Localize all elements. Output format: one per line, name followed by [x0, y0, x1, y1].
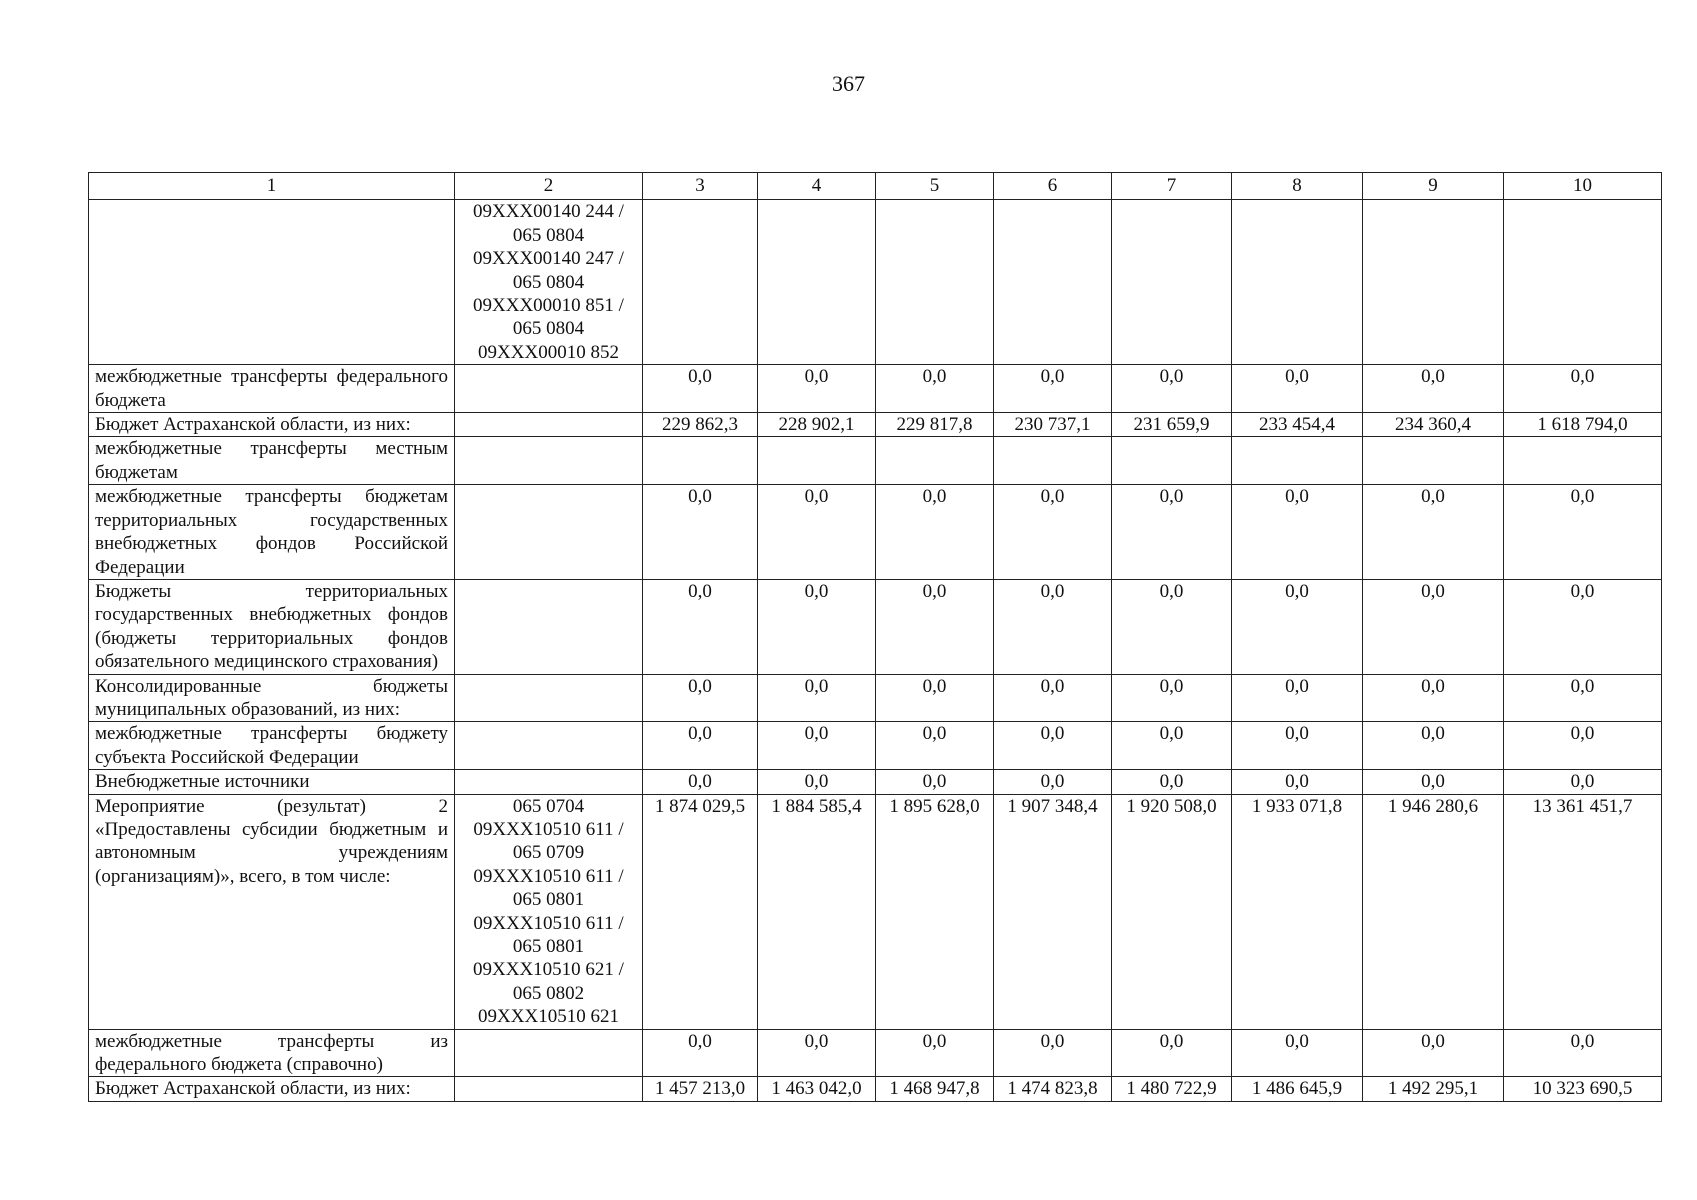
- value-cell-col-6: 1 474 823,8: [994, 1077, 1112, 1101]
- column-header: 1: [89, 173, 455, 200]
- column-header: 8: [1232, 173, 1363, 200]
- budget-code-cell: [455, 1029, 643, 1077]
- value-cell-col-3: 0,0: [643, 485, 758, 580]
- value-cell-col-7: 0,0: [1112, 579, 1232, 674]
- value-cell-col-10: 0,0: [1504, 365, 1662, 413]
- budget-code-line: 065 0804: [512, 271, 585, 293]
- row-name-cell: Консолидированные бюджеты муниципальных образований, из них:: [89, 674, 455, 722]
- value-cell-col-9: 0,0: [1363, 674, 1504, 722]
- column-header: 10: [1504, 173, 1662, 200]
- value-cell-col-9: 0,0: [1363, 579, 1504, 674]
- budget-code-line: 09ХХХ10510 611 /: [473, 912, 624, 934]
- column-header: 9: [1363, 173, 1504, 200]
- value-cell-col-6: [994, 437, 1112, 485]
- budget-code-cell: [455, 200, 643, 365]
- value-cell-col-5: 1 468 947,8: [876, 1077, 994, 1101]
- value-cell-col-9: 0,0: [1363, 1029, 1504, 1077]
- budget-code-line: 09ХХХ10510 611 /: [473, 865, 624, 887]
- row-name-cell: межбюджетные трансферты из федерального бюджета (справочно): [89, 1029, 455, 1077]
- value-cell-col-6: 0,0: [994, 485, 1112, 580]
- table-row: [89, 1077, 1662, 1101]
- row-name-cell: Внебюджетные источники: [89, 770, 455, 794]
- budget-code-cell: [455, 1077, 643, 1101]
- value-cell-col-8: 233 454,4: [1232, 413, 1363, 437]
- budget-code-cell: [455, 365, 643, 413]
- value-cell-col-8: 0,0: [1232, 770, 1363, 794]
- value-cell-col-4: 1 884 585,4: [758, 794, 876, 1029]
- value-cell-col-10: 0,0: [1504, 1029, 1662, 1077]
- value-cell-col-10: 13 361 451,7: [1504, 794, 1662, 1029]
- value-cell-col-5: 0,0: [876, 579, 994, 674]
- value-cell-col-9: 0,0: [1363, 770, 1504, 794]
- value-cell-col-4: 1 463 042,0: [758, 1077, 876, 1101]
- column-number-row: [89, 173, 1662, 200]
- value-cell-col-4: 0,0: [758, 485, 876, 580]
- row-name-cell: межбюджетные трансферты бюджету субъекта Российской Федерации: [89, 722, 455, 770]
- value-cell-col-4: 0,0: [758, 365, 876, 413]
- budget-code-cell: [455, 674, 643, 722]
- column-header: 3: [643, 173, 758, 200]
- value-cell-col-8: 0,0: [1232, 1029, 1363, 1077]
- table-row: [89, 770, 1662, 794]
- budget-code-cell: [455, 722, 643, 770]
- value-cell-col-6: 230 737,1: [994, 413, 1112, 437]
- value-cell-col-3: 0,0: [643, 365, 758, 413]
- budget-code-line: 09ХХХ00140 247 /: [473, 248, 624, 270]
- value-cell-col-7: 0,0: [1112, 770, 1232, 794]
- table-row: [89, 485, 1662, 580]
- budget-code-line: 09ХХХ00010 851 /: [473, 295, 624, 317]
- value-cell-col-4: 0,0: [758, 770, 876, 794]
- value-cell-col-4: 0,0: [758, 722, 876, 770]
- value-cell-col-5: [876, 437, 994, 485]
- value-cell-col-5: 0,0: [876, 674, 994, 722]
- table-row: [89, 722, 1662, 770]
- budget-code-line: 09ХХХ10510 621: [478, 1006, 619, 1028]
- value-cell-col-8: 0,0: [1232, 674, 1363, 722]
- value-cell-col-3: 0,0: [643, 722, 758, 770]
- value-cell-col-3: 0,0: [643, 579, 758, 674]
- value-cell-col-6: 0,0: [994, 770, 1112, 794]
- value-cell-col-7: [1112, 200, 1232, 365]
- value-cell-col-4: [758, 437, 876, 485]
- budget-table: [88, 172, 1662, 1102]
- value-cell-col-7: 0,0: [1112, 485, 1232, 580]
- value-cell-col-9: 0,0: [1363, 722, 1504, 770]
- value-cell-col-7: [1112, 437, 1232, 485]
- value-cell-col-4: [758, 200, 876, 365]
- table-row: [89, 579, 1662, 674]
- budget-code-line: 09ХХХ00010 852: [478, 341, 619, 363]
- value-cell-col-8: 0,0: [1232, 579, 1363, 674]
- budget-code-line: 065 0801: [512, 889, 585, 911]
- table-row: [89, 1029, 1662, 1077]
- budget-code-line: 065 0801: [512, 936, 585, 957]
- value-cell-col-8: 1 486 645,9: [1232, 1077, 1363, 1101]
- value-cell-col-8: [1232, 200, 1363, 365]
- page-number: 367: [832, 71, 865, 96]
- budget-code-cell: [455, 437, 643, 485]
- column-header: 2: [455, 173, 643, 200]
- value-cell-col-9: [1363, 200, 1504, 365]
- value-cell-col-7: 0,0: [1112, 674, 1232, 722]
- value-cell-col-3: 1 457 213,0: [643, 1077, 758, 1101]
- row-name-cell: Бюджеты территориальных государственных внебюджетных фондов (бюджеты территориальных фондов обязательного медицинского страхования): [89, 579, 455, 674]
- budget-code-cell: [455, 770, 643, 794]
- value-cell-col-7: 0,0: [1112, 1029, 1232, 1077]
- value-cell-col-8: 1 933 071,8: [1232, 794, 1363, 1029]
- row-name-cell: межбюджетные трансферты федерального бюджета: [89, 365, 455, 413]
- value-cell-col-7: 1 920 508,0: [1112, 794, 1232, 1029]
- value-cell-col-9: 0,0: [1363, 365, 1504, 413]
- budget-code-cell: [455, 794, 643, 1029]
- value-cell-col-7: 0,0: [1112, 722, 1232, 770]
- value-cell-col-3: 229 862,3: [643, 413, 758, 437]
- budget-code-line: 09ХХХ10510 611 /: [473, 818, 624, 840]
- row-name-cell: Бюджет Астраханской области, из них:: [89, 413, 455, 437]
- value-cell-col-4: 228 902,1: [758, 413, 876, 437]
- column-header: 4: [758, 173, 876, 200]
- value-cell-col-10: 0,0: [1504, 674, 1662, 722]
- value-cell-col-7: 1 480 722,9: [1112, 1077, 1232, 1101]
- budget-code-cell: [455, 579, 643, 674]
- value-cell-col-5: 0,0: [876, 485, 994, 580]
- value-cell-col-7: 0,0: [1112, 365, 1232, 413]
- value-cell-col-5: 0,0: [876, 770, 994, 794]
- row-name-cell: Бюджет Астраханской области, из них:: [89, 1077, 455, 1101]
- value-cell-col-10: 0,0: [1504, 722, 1662, 770]
- value-cell-col-3: [643, 200, 758, 365]
- column-header: 7: [1112, 173, 1232, 200]
- budget-code-line: 065 0802: [512, 982, 585, 1004]
- value-cell-col-10: [1504, 437, 1662, 485]
- value-cell-col-6: 0,0: [994, 1029, 1112, 1077]
- value-cell-col-10: [1504, 200, 1662, 365]
- value-cell-col-7: 231 659,9: [1112, 413, 1232, 437]
- value-cell-col-6: 0,0: [994, 722, 1112, 770]
- column-header: 5: [876, 173, 994, 200]
- budget-code-line: 065 0804: [512, 224, 585, 246]
- value-cell-col-4: 0,0: [758, 1029, 876, 1077]
- table-row: [89, 200, 1662, 365]
- value-cell-col-10: 0,0: [1504, 579, 1662, 674]
- value-cell-col-4: 0,0: [758, 579, 876, 674]
- value-cell-col-6: [994, 200, 1112, 365]
- value-cell-col-10: 0,0: [1504, 485, 1662, 580]
- value-cell-col-3: 0,0: [643, 674, 758, 722]
- budget-code-cell: [455, 485, 643, 580]
- value-cell-col-8: 0,0: [1232, 365, 1363, 413]
- value-cell-col-5: 0,0: [876, 1029, 994, 1077]
- table-row: [89, 413, 1662, 437]
- value-cell-col-9: 1 946 280,6: [1363, 794, 1504, 1029]
- table-body: [89, 200, 1662, 1101]
- value-cell-col-5: 229 817,8: [876, 413, 994, 437]
- value-cell-col-6: 0,0: [994, 365, 1112, 413]
- value-cell-col-8: 0,0: [1232, 722, 1363, 770]
- value-cell-col-9: [1363, 437, 1504, 485]
- row-name-cell: Мероприятие (результат) 2 «Предоставлены субсидии бюджетным и автономным учреждениям (организациям)», всего, в том числе:: [89, 794, 455, 1029]
- value-cell-col-8: [1232, 437, 1363, 485]
- value-cell-col-9: 234 360,4: [1363, 413, 1504, 437]
- row-name-cell: межбюджетные трансферты бюджетам территориальных государственных внебюджетных фондов Российской Федерации: [89, 485, 455, 580]
- value-cell-col-3: 0,0: [643, 1029, 758, 1077]
- table-row: [89, 365, 1662, 413]
- value-cell-col-8: 0,0: [1232, 485, 1363, 580]
- column-header: 6: [994, 173, 1112, 200]
- value-cell-col-3: 0,0: [643, 770, 758, 794]
- value-cell-col-3: [643, 437, 758, 485]
- value-cell-col-5: 0,0: [876, 365, 994, 413]
- value-cell-col-10: 1 618 794,0: [1504, 413, 1662, 437]
- value-cell-col-6: 0,0: [994, 579, 1112, 674]
- row-name-cell: [89, 200, 455, 365]
- table-row: [89, 437, 1662, 485]
- budget-code-cell: [455, 413, 643, 437]
- budget-code-line: 065 0804: [512, 318, 585, 340]
- value-cell-col-6: 0,0: [994, 674, 1112, 722]
- table-row: [89, 674, 1662, 722]
- row-name-cell: межбюджетные трансферты местным бюджетам: [89, 437, 455, 485]
- value-cell-col-10: 10 323 690,5: [1504, 1077, 1662, 1101]
- value-cell-col-10: 0,0: [1504, 770, 1662, 794]
- budget-code-line: 065 0704: [512, 795, 585, 817]
- value-cell-col-9: 0,0: [1363, 485, 1504, 580]
- table-row: [89, 794, 1662, 1029]
- value-cell-col-5: [876, 200, 994, 365]
- value-cell-col-9: 1 492 295,1: [1363, 1077, 1504, 1101]
- value-cell-col-6: 1 907 348,4: [994, 794, 1112, 1029]
- budget-code-line: 065 0709: [512, 842, 585, 864]
- value-cell-col-4: 0,0: [758, 674, 876, 722]
- value-cell-col-5: 1 895 628,0: [876, 794, 994, 1029]
- budget-code-line: 09ХХХ00140 244 /: [473, 201, 624, 223]
- value-cell-col-5: 0,0: [876, 722, 994, 770]
- value-cell-col-3: 1 874 029,5: [643, 794, 758, 1029]
- budget-code-line: 09ХХХ10510 621 /: [473, 959, 624, 981]
